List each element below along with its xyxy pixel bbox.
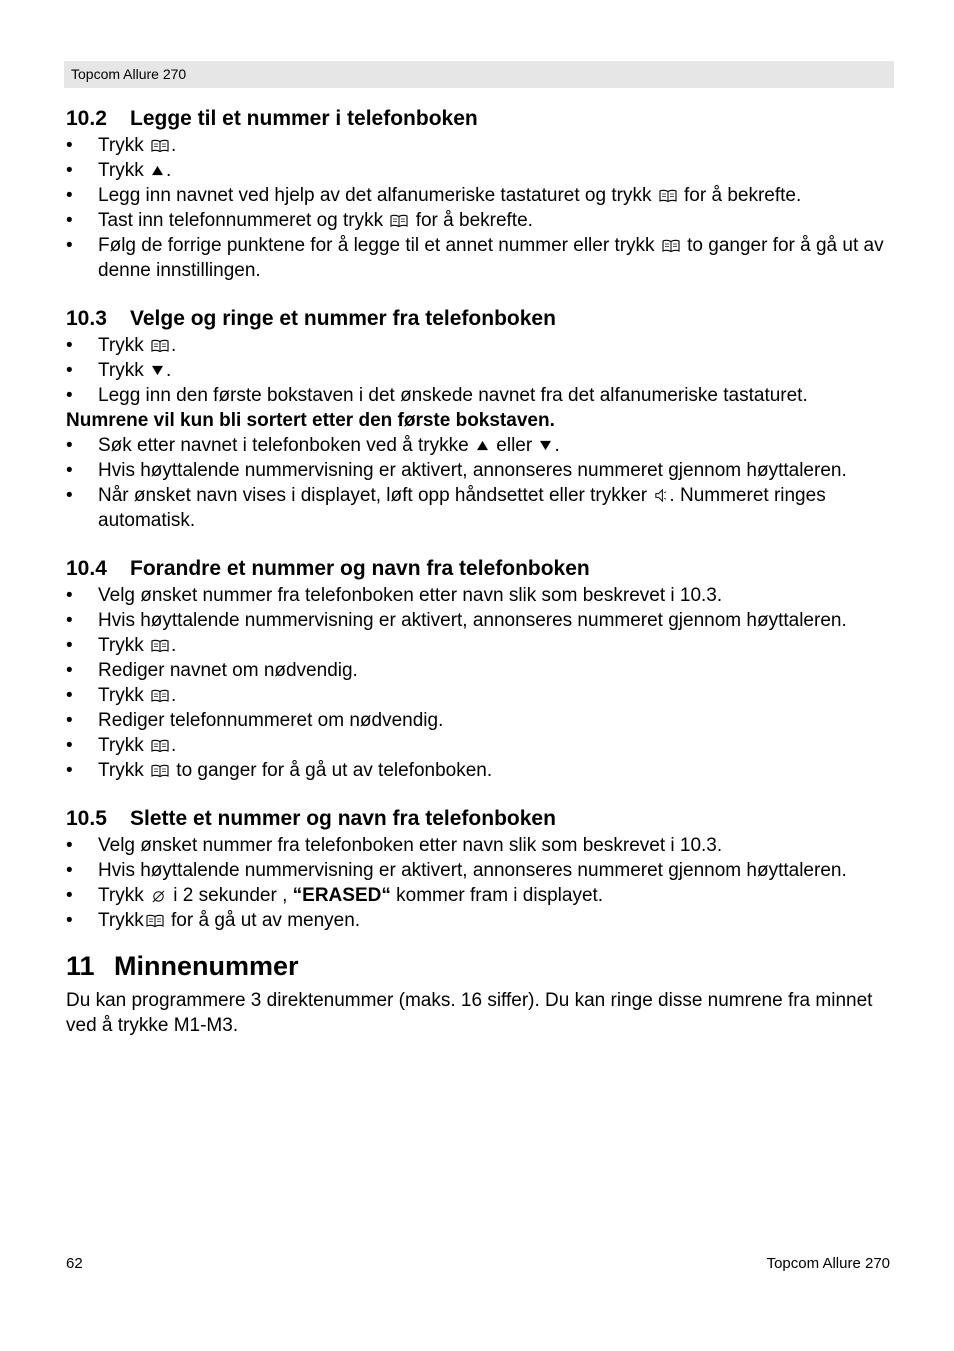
section-11-body: Du kan programmere 3 direktenummer (maks. 16 siffer). Du kan ringe disse numrene fra minnet ved å trykke M1-M3. (66, 990, 873, 1036)
list-item: • Trykk i 2 sekunder , “ERASED“ kommer fram i displayet. (66, 883, 894, 908)
sorting-note: Numrene vil kun bli sortert etter den første bokstaven. (66, 410, 555, 431)
section-10-5-list (66, 833, 894, 933)
section-10-2-list (66, 133, 894, 283)
section-10-5-heading: 10.5 Slette et nummer og navn fra telefonboken (66, 807, 556, 830)
section-10-3-list-continued (66, 433, 894, 533)
arrow-up-icon (151, 165, 164, 176)
speaker-icon (654, 488, 667, 503)
section-11-heading: 11 Minnenummer (66, 951, 299, 981)
phonebook-icon (390, 214, 408, 228)
phonebook-icon (151, 764, 169, 778)
list-item: • Søk etter navnet i telefonboken ved å trykke eller . (66, 433, 894, 458)
section-10-4-heading: 10.4 Forandre et nummer og navn fra telefonboken (66, 557, 590, 580)
list-item: • Velg ønsket nummer fra telefonboken etter navn slik som beskrevet i 10.3. (66, 833, 894, 858)
phonebook-icon (662, 239, 680, 253)
list-item: • Trykk to ganger for å gå ut av telefonboken. (66, 758, 894, 783)
section-10-4-list (66, 583, 894, 783)
list-item: • Trykk . (66, 683, 894, 708)
header-title: Topcom Allure 270 (71, 66, 187, 82)
phonebook-icon (146, 914, 164, 928)
arrow-down-icon (151, 365, 164, 376)
phonebook-icon (151, 139, 169, 153)
document-body (66, 104, 894, 1038)
list-item: • Følg de forrige punktene for å legge til et annet nummer eller trykk to ganger for å gå ut av denne innstillingen. (66, 233, 894, 283)
list-item: • Trykk . (66, 158, 894, 183)
list-item: • Trykk for å gå ut av menyen. (66, 908, 894, 933)
arrow-down-icon (539, 440, 552, 451)
delete-icon (151, 888, 166, 903)
phonebook-icon (151, 689, 169, 703)
list-item: • Trykk . (66, 633, 894, 658)
list-item: • Tast inn telefonnummeret og trykk for å bekrefte. (66, 208, 894, 233)
phonebook-icon (151, 739, 169, 753)
list-item: • Rediger telefonnummeret om nødvendig. (66, 708, 894, 733)
list-item: • Trykk . (66, 733, 894, 758)
page-number: 62 (66, 1255, 83, 1272)
phonebook-icon (151, 639, 169, 653)
list-item: • Legg inn navnet ved hjelp av det alfanumeriske tastaturet og trykk for å bekrefte. (66, 183, 894, 208)
list-item: • Legg inn den første bokstaven i det ønskede navnet fra det alfanumeriske tastaturet. (66, 383, 894, 408)
list-item: • Velg ønsket nummer fra telefonboken etter navn slik som beskrevet i 10.3. (66, 583, 894, 608)
list-item: • Trykk . (66, 133, 894, 158)
arrow-up-icon (476, 440, 489, 451)
list-item: • Hvis høyttalende nummervisning er aktivert, annonseres nummeret gjennom høyttaleren. (66, 608, 894, 633)
list-item: • Rediger navnet om nødvendig. (66, 658, 894, 683)
list-item: • Trykk . (66, 333, 894, 358)
footer-title: Topcom Allure 270 (766, 1255, 890, 1272)
section-10-3-heading: 10.3 Velge og ringe et nummer fra telefonboken (66, 307, 556, 330)
page-header (64, 61, 894, 88)
phonebook-icon (151, 339, 169, 353)
phonebook-icon (659, 189, 677, 203)
list-item: • Trykk . (66, 358, 894, 383)
list-item: • Hvis høyttalende nummervisning er aktivert, annonseres nummeret gjennom høyttaleren. (66, 458, 894, 483)
section-10-3-list (66, 333, 894, 408)
section-10-2-heading: 10.2 Legge til et nummer i telefonboken (66, 107, 478, 130)
list-item: • Hvis høyttalende nummervisning er aktivert, annonseres nummeret gjennom høyttaleren. (66, 858, 894, 883)
list-item: • Når ønsket navn vises i displayet, løft opp håndsettet eller trykker . Nummeret ringes automatisk. (66, 483, 894, 533)
